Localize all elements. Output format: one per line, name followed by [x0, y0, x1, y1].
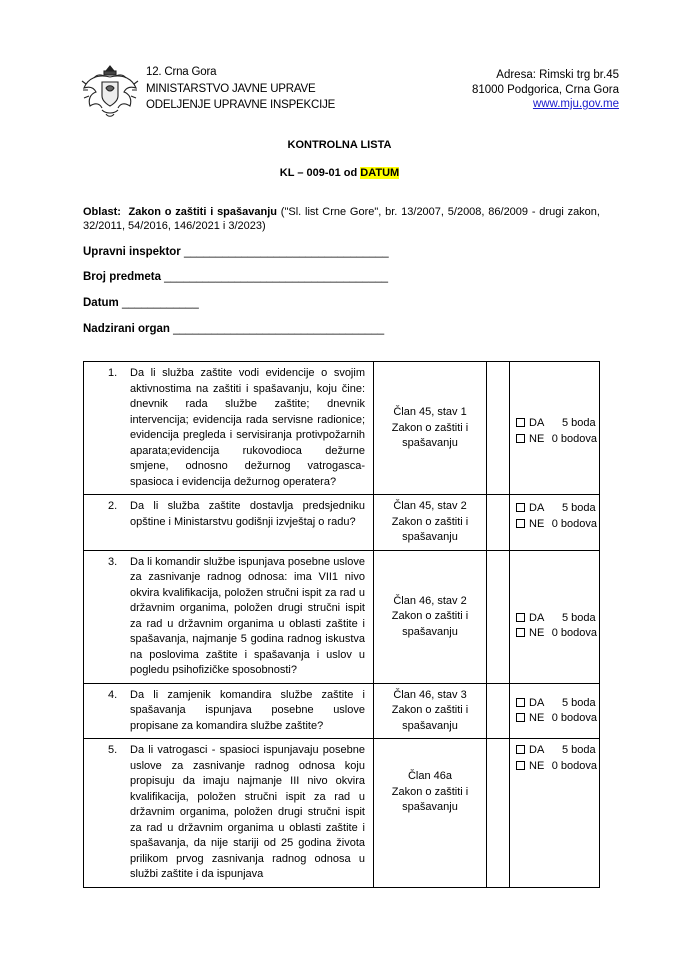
option-no-label: NE	[529, 759, 545, 772]
article-ref: Član 46, stav 3	[393, 688, 467, 701]
question-cell	[84, 362, 374, 495]
answer-cell	[510, 362, 600, 495]
answer-cell	[510, 550, 600, 683]
table-row	[84, 550, 600, 683]
question-number: 2.	[108, 500, 118, 512]
legal-basis-cell	[374, 683, 487, 739]
table-row	[84, 362, 600, 495]
spacer-cell	[487, 495, 510, 551]
option-no-points: 0 bodova	[551, 759, 597, 772]
option-yes[interactable]	[516, 696, 597, 712]
question-text: Da li služba zaštite dostavlja predsjedniku opštine i Ministarstvu godišnji izvještaj o radu?	[130, 500, 365, 528]
option-no-label: NE	[529, 712, 545, 724]
scope-law: Zakon o zaštiti i spašavanju	[128, 206, 277, 218]
checkbox-icon[interactable]	[516, 519, 525, 528]
address-city: 81000 Podgorica, Crna Gora	[471, 83, 619, 96]
spacer-cell	[487, 683, 510, 739]
question-number: 5.	[108, 744, 118, 756]
field-inspector-line[interactable]: ________________________________	[180, 246, 389, 258]
legal-basis-cell	[374, 362, 487, 495]
checkbox-icon[interactable]	[516, 503, 525, 512]
law-ref: Zakon o zaštiti i spašavanju	[391, 704, 469, 732]
option-no[interactable]	[516, 517, 597, 533]
letterhead	[0, 0, 679, 120]
address-street: Adresa: Rimski trg br.45	[496, 69, 619, 81]
option-no[interactable]	[516, 432, 597, 448]
scope-label: Oblast:	[83, 206, 121, 218]
legal-basis-cell	[374, 550, 487, 683]
coat-of-arms-icon	[80, 62, 140, 120]
legal-basis-cell	[374, 495, 487, 551]
organization-block	[146, 64, 335, 114]
question-number: 3.	[108, 555, 118, 568]
option-yes-points: 5 boda	[562, 417, 596, 429]
option-no-points: 0 bodova	[551, 712, 597, 724]
question-text: Da li vatrogasci - spasioci ispunjavaju posebne uslove za zasnivanje radnog odnosa koju propisuju da imaju najmanje III nivo okvira kvalifikacija, položen stručni ispit za rad u državnim organima, položen drugi stručni ispit za rad u državnim organima u oblasti zaštite i spašavanja, da nije stariji od 25 godina života prilikom prvog zasnivanja radnog odnosa u službi zaštite i da ispunjava	[130, 744, 365, 880]
option-yes[interactable]	[516, 501, 597, 517]
option-yes-label: DA	[529, 744, 545, 756]
checkbox-icon[interactable]	[516, 698, 525, 707]
org-line-ministry: MINISTARSTVO JAVNE UPRAVE	[146, 82, 316, 95]
option-no[interactable]	[516, 626, 597, 642]
option-no-points: 0 bodova	[551, 432, 597, 445]
checklist-table	[83, 361, 600, 888]
address-block	[472, 68, 619, 112]
scope-paragraph	[83, 206, 600, 233]
answer-cell	[510, 495, 600, 551]
answer-cell	[510, 739, 600, 888]
law-ref: Zakon o zaštiti i spašavanju	[391, 610, 469, 638]
option-no[interactable]	[516, 711, 597, 727]
option-yes-label: DA	[529, 696, 545, 709]
org-line-country: 12. Crna Gora	[146, 66, 217, 78]
table-row	[84, 683, 600, 739]
option-no-label: NE	[529, 517, 545, 530]
checkbox-icon[interactable]	[516, 418, 525, 427]
table-row	[84, 739, 600, 888]
field-date-label: Datum	[83, 297, 119, 309]
checkbox-icon[interactable]	[516, 613, 525, 622]
article-ref: Član 45, stav 1	[393, 406, 467, 418]
article-ref: Član 46a	[407, 770, 453, 782]
checkbox-icon[interactable]	[516, 713, 525, 722]
law-ref: Zakon o zaštiti i spašavanju	[391, 515, 469, 543]
option-yes[interactable]	[516, 416, 597, 432]
document-title: KONTROLNA LISTA	[287, 139, 392, 151]
question-cell	[84, 739, 374, 888]
question-text: Da li zamjenik komandira službe zaštite i spašavanja ispunjava posebne uslove propisane za komandira službe zaštite?	[130, 688, 365, 732]
document-subtitle	[0, 167, 679, 179]
field-supervised-body[interactable]	[83, 323, 384, 335]
field-inspector-label: Upravni inspektor	[83, 246, 181, 258]
field-supervised-body-line[interactable]: _________________________________	[169, 323, 385, 335]
scope-detail: ("Sl. list Crne Gore", br. 13/2007, 5/2008, 86/2009 - drugi zakon, 32/2011, 54/2016, 146/2021 i 3/2023)	[83, 206, 600, 232]
table-row	[84, 495, 600, 551]
checkbox-icon[interactable]	[516, 628, 525, 637]
legal-basis-cell	[374, 739, 487, 888]
field-case-number-label: Broj predmeta	[83, 271, 161, 283]
question-cell	[84, 550, 374, 683]
option-yes-points: 5 boda	[562, 611, 596, 624]
subtitle-code: KL – 009-01 od	[279, 167, 361, 179]
option-no-label: NE	[529, 627, 545, 639]
question-cell	[84, 495, 374, 551]
law-ref: Zakon o zaštiti i spašavanju	[391, 785, 469, 813]
org-line-department: ODELJENJE UPRAVNE INSPEKCIJE	[146, 99, 336, 111]
article-ref: Član 46, stav 2	[393, 594, 467, 607]
checkbox-icon[interactable]	[516, 761, 525, 770]
option-yes[interactable]	[516, 611, 597, 627]
field-date[interactable]	[83, 297, 199, 309]
law-ref: Zakon o zaštiti i spašavanju	[391, 421, 469, 449]
answer-cell	[510, 683, 600, 739]
option-yes[interactable]	[516, 743, 597, 759]
option-no[interactable]	[516, 759, 597, 775]
field-case-number[interactable]	[83, 271, 388, 283]
article-ref: Član 45, stav 2	[393, 500, 467, 512]
field-inspector[interactable]	[83, 246, 389, 258]
checkbox-icon[interactable]	[516, 745, 525, 754]
question-cell	[84, 683, 374, 739]
date-placeholder: DATUM	[360, 167, 400, 179]
question-text: Da li komandir službe ispunjava posebne uslove za zasnivanje radnog odnosa: ima VII1 nivo okvira kvalifikacija, položen stručni ispit za rad u državnim organima, položen drugi stručni ispit za rad u državnim organima u oblasti zaštite i spašavanja, najmanje 5 godina radnog iskustva na poslovima zaštite i spašavanja i uslov u pogledu psihofizičke sposobnosti?	[130, 555, 365, 676]
spacer-cell	[487, 550, 510, 683]
question-number: 1.	[108, 367, 118, 379]
field-date-line[interactable]: ____________	[118, 297, 199, 309]
website-link[interactable]: www.mju.gov.me	[532, 98, 619, 110]
option-no-points: 0 bodova	[551, 627, 597, 639]
option-yes-label: DA	[529, 417, 545, 429]
field-supervised-body-label: Nadzirani organ	[83, 323, 170, 335]
option-no-points: 0 bodova	[551, 517, 597, 530]
option-yes-points: 5 boda	[562, 502, 596, 514]
spacer-cell	[487, 739, 510, 888]
option-no-label: NE	[529, 432, 545, 445]
question-text: Da li služba zaštite vodi evidencije o svojim aktivnostima na zaštiti i spašavanju, koju čine: dnevnik rada službe zaštite; dnevnik intervencija; evidencija rada servisne radionice; evidencija pregleda i servisiranja protivpožarnih aparata;evidencija rukovodioca dežurne smjene, odnosno dežurnog vatrogasca-spasioca i evidencija dežurnog operatera?	[130, 367, 365, 488]
question-number: 4.	[108, 688, 118, 701]
checkbox-icon[interactable]	[516, 434, 525, 443]
spacer-cell	[487, 362, 510, 495]
option-yes-points: 5 boda	[562, 696, 596, 709]
option-yes-points: 5 boda	[562, 744, 596, 756]
field-case-number-line[interactable]: ___________________________________	[160, 271, 389, 283]
option-yes-label: DA	[529, 611, 545, 624]
option-yes-label: DA	[529, 502, 545, 514]
